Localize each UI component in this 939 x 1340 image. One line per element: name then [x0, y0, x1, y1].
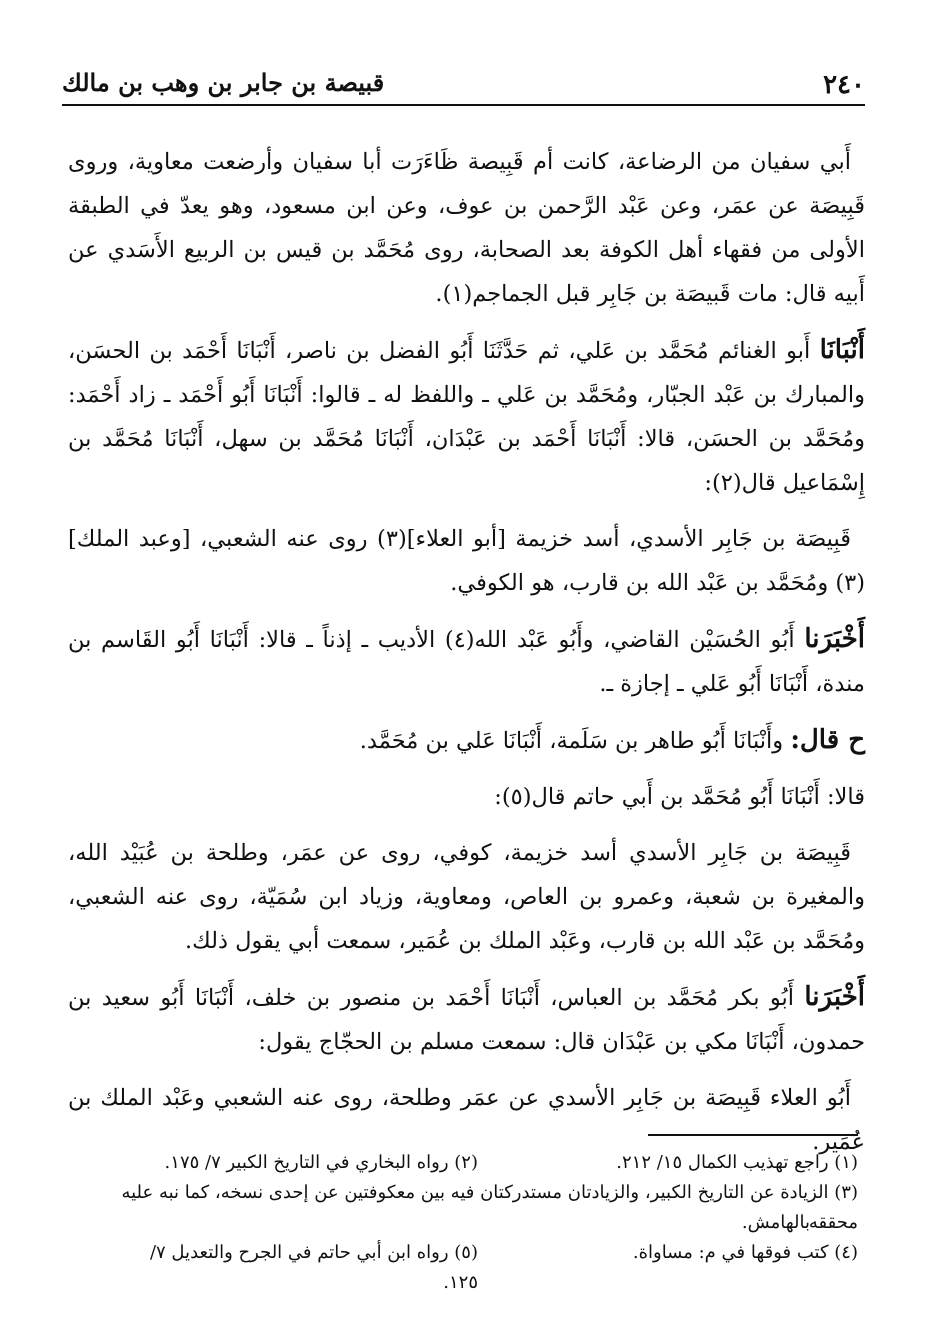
footnote-4: (٤) كتب فوقها في م: مساواة.: [632, 1242, 858, 1263]
footnote-rule: [648, 1134, 858, 1136]
paragraph-4: [68, 617, 865, 706]
header-rule: [62, 104, 865, 106]
page-header: [62, 58, 865, 106]
paragraph-9: أَبُو العلاء قَبِيصَة بن جَابِر الأسدي عن عمَر وطلحة، روى عنه الشعبي وعَبْد الملك بن عُمَير.: [68, 1085, 865, 1155]
paragraph-5-text: وأَنْبَانَا أَبُو طاهر بن سَلَمة، أَنْبَانَا عَلي بن مُحَمَّد.: [359, 728, 791, 754]
paragraph-8-text: أَبُو بكر مُحَمَّد بن العباس، أَنْبَانَا أَحْمَد بن منصور بن خلف، أَنْبَانَا أَبُو سعيد بن حمدون، أَنْبَانَا مكي بن عَبْدَان قال: سمعت مسلم بن الحجّاج يقول:: [68, 985, 865, 1055]
keyword-akhbarana-2: أَخْبَرَنا: [804, 982, 865, 1012]
paragraph-5: [68, 718, 865, 763]
paragraph-8: [68, 975, 865, 1064]
paragraph-1: أَبي سفيان من الرضاعة، كانت أم قَبِيصة ظَاءَرَت أبا سفيان وأرضعت معاوية، وروى قَبِيصَة عن عمَر، وعن عَبْد الرَّحمن بن عوف، وعن ابن مسعود، وهو يعدّ في الطبقة الأولى من فقهاء أهل الكوفة بعد الصحابة، روى مُحَمَّد بن قيس بن الربيع الأَسَدي عن أَبيه قال: مات قَبيصَة بن جَابِر قبل الجماجم(١).: [68, 149, 865, 307]
footnote-row-4: [110, 1238, 858, 1293]
keyword-anbana: أَنْبَانَا: [819, 335, 865, 365]
paragraph-3: قَبِيصَة بن جَابِر الأسدي، أسد خزيمة [أبو العلاء](٣) روى عنه الشعبي، [وعبد الملك](٣) ومُحَمَّد بن عَبْد الله بن قارب، هو الكوفي.: [68, 526, 865, 596]
paragraph-2: [68, 328, 865, 505]
paragraph-6: قالا: أَنْبَانَا أَبُو مُحَمَّد بن أَبي حاتم قال(٥):: [494, 784, 865, 810]
keyword-ha-qala: ح قال:: [790, 725, 865, 755]
footnote-row-3: [110, 1208, 858, 1238]
footnote-3-continued: بالهامش.: [741, 1212, 810, 1233]
main-text: [68, 140, 865, 1176]
page-number: ٢٤٠: [823, 70, 865, 100]
keyword-akhbarana: أَخْبَرَنا: [804, 624, 865, 654]
paragraph-4-text: أَبُو الحُسَيْن القاضي، وأَبُو عَبْد الله(٤) الأديب ـ إذناً ـ قالا: أَنْبَانَا أَبُو القَاسم بن مندة، أَنْبَانَا أَبُو عَلي ـ إجازة ـ.: [68, 627, 865, 697]
paragraph-7: قَبِيصَة بن جَابِر الأسدي أسد خزيمة، كوفي، روى عن عمَر، وطلحة بن عُبَيْد الله، والمغيرة بن شعبة، وعمرو بن العاص، ومعاوية، وزياد ابن سُمَيّة، روى عنه الشعبي، ومُحَمَّد بن عَبْد الله بن قارب، وعَبْد الملك بن عُمَير، سمعت أبي يقول ذلك.: [68, 840, 865, 954]
footnote-3: (٣) الزيادة عن التاريخ الكبير، والزيادتان مستدركتان فيه بين معكوفتين عن إحدى نسخه، كما نبه عليه محققه: [121, 1182, 858, 1233]
footnote-row-1: [110, 1148, 858, 1178]
running-title: قبيصة بن جابر بن وهب بن مالك: [62, 68, 385, 97]
footnote-5: (٥) رواه ابن أبي حاتم في الجرح والتعديل ٧/ ١٢٥.: [149, 1242, 478, 1293]
footnote-2: (٢) رواه البخاري في التاريخ الكبير ٧/ ١٧٥.: [164, 1152, 478, 1173]
paragraph-2-text: أَبو الغنائم مُحَمَّد بن عَلي، ثم حَدَّثَنَا أَبُو الفضل بن ناصر، أَنْبَانَا أَحْمَد بن الحسَن، والمبارك بن عَبْد الجبّار، ومُحَمَّد بن عَلي ـ واللفظ له ـ قالوا: أَنْبَانَا أَبُو أَحْمَد ـ زاد أَحْمَد: ومُحَمَّد بن الحسَن، قالا: أَنْبَانَا أَحْمَد بن عَبْدَان، أَنْبَانَا مُحَمَّد بن سهل، أَنْبَانَا مُحَمَّد بن إِسْمَاعيل قال(٢):: [68, 338, 865, 496]
footnote-1: (١) راجع تهذيب الكمال ١٥/ ٢١٢.: [616, 1152, 858, 1173]
footnotes: [110, 1148, 858, 1293]
